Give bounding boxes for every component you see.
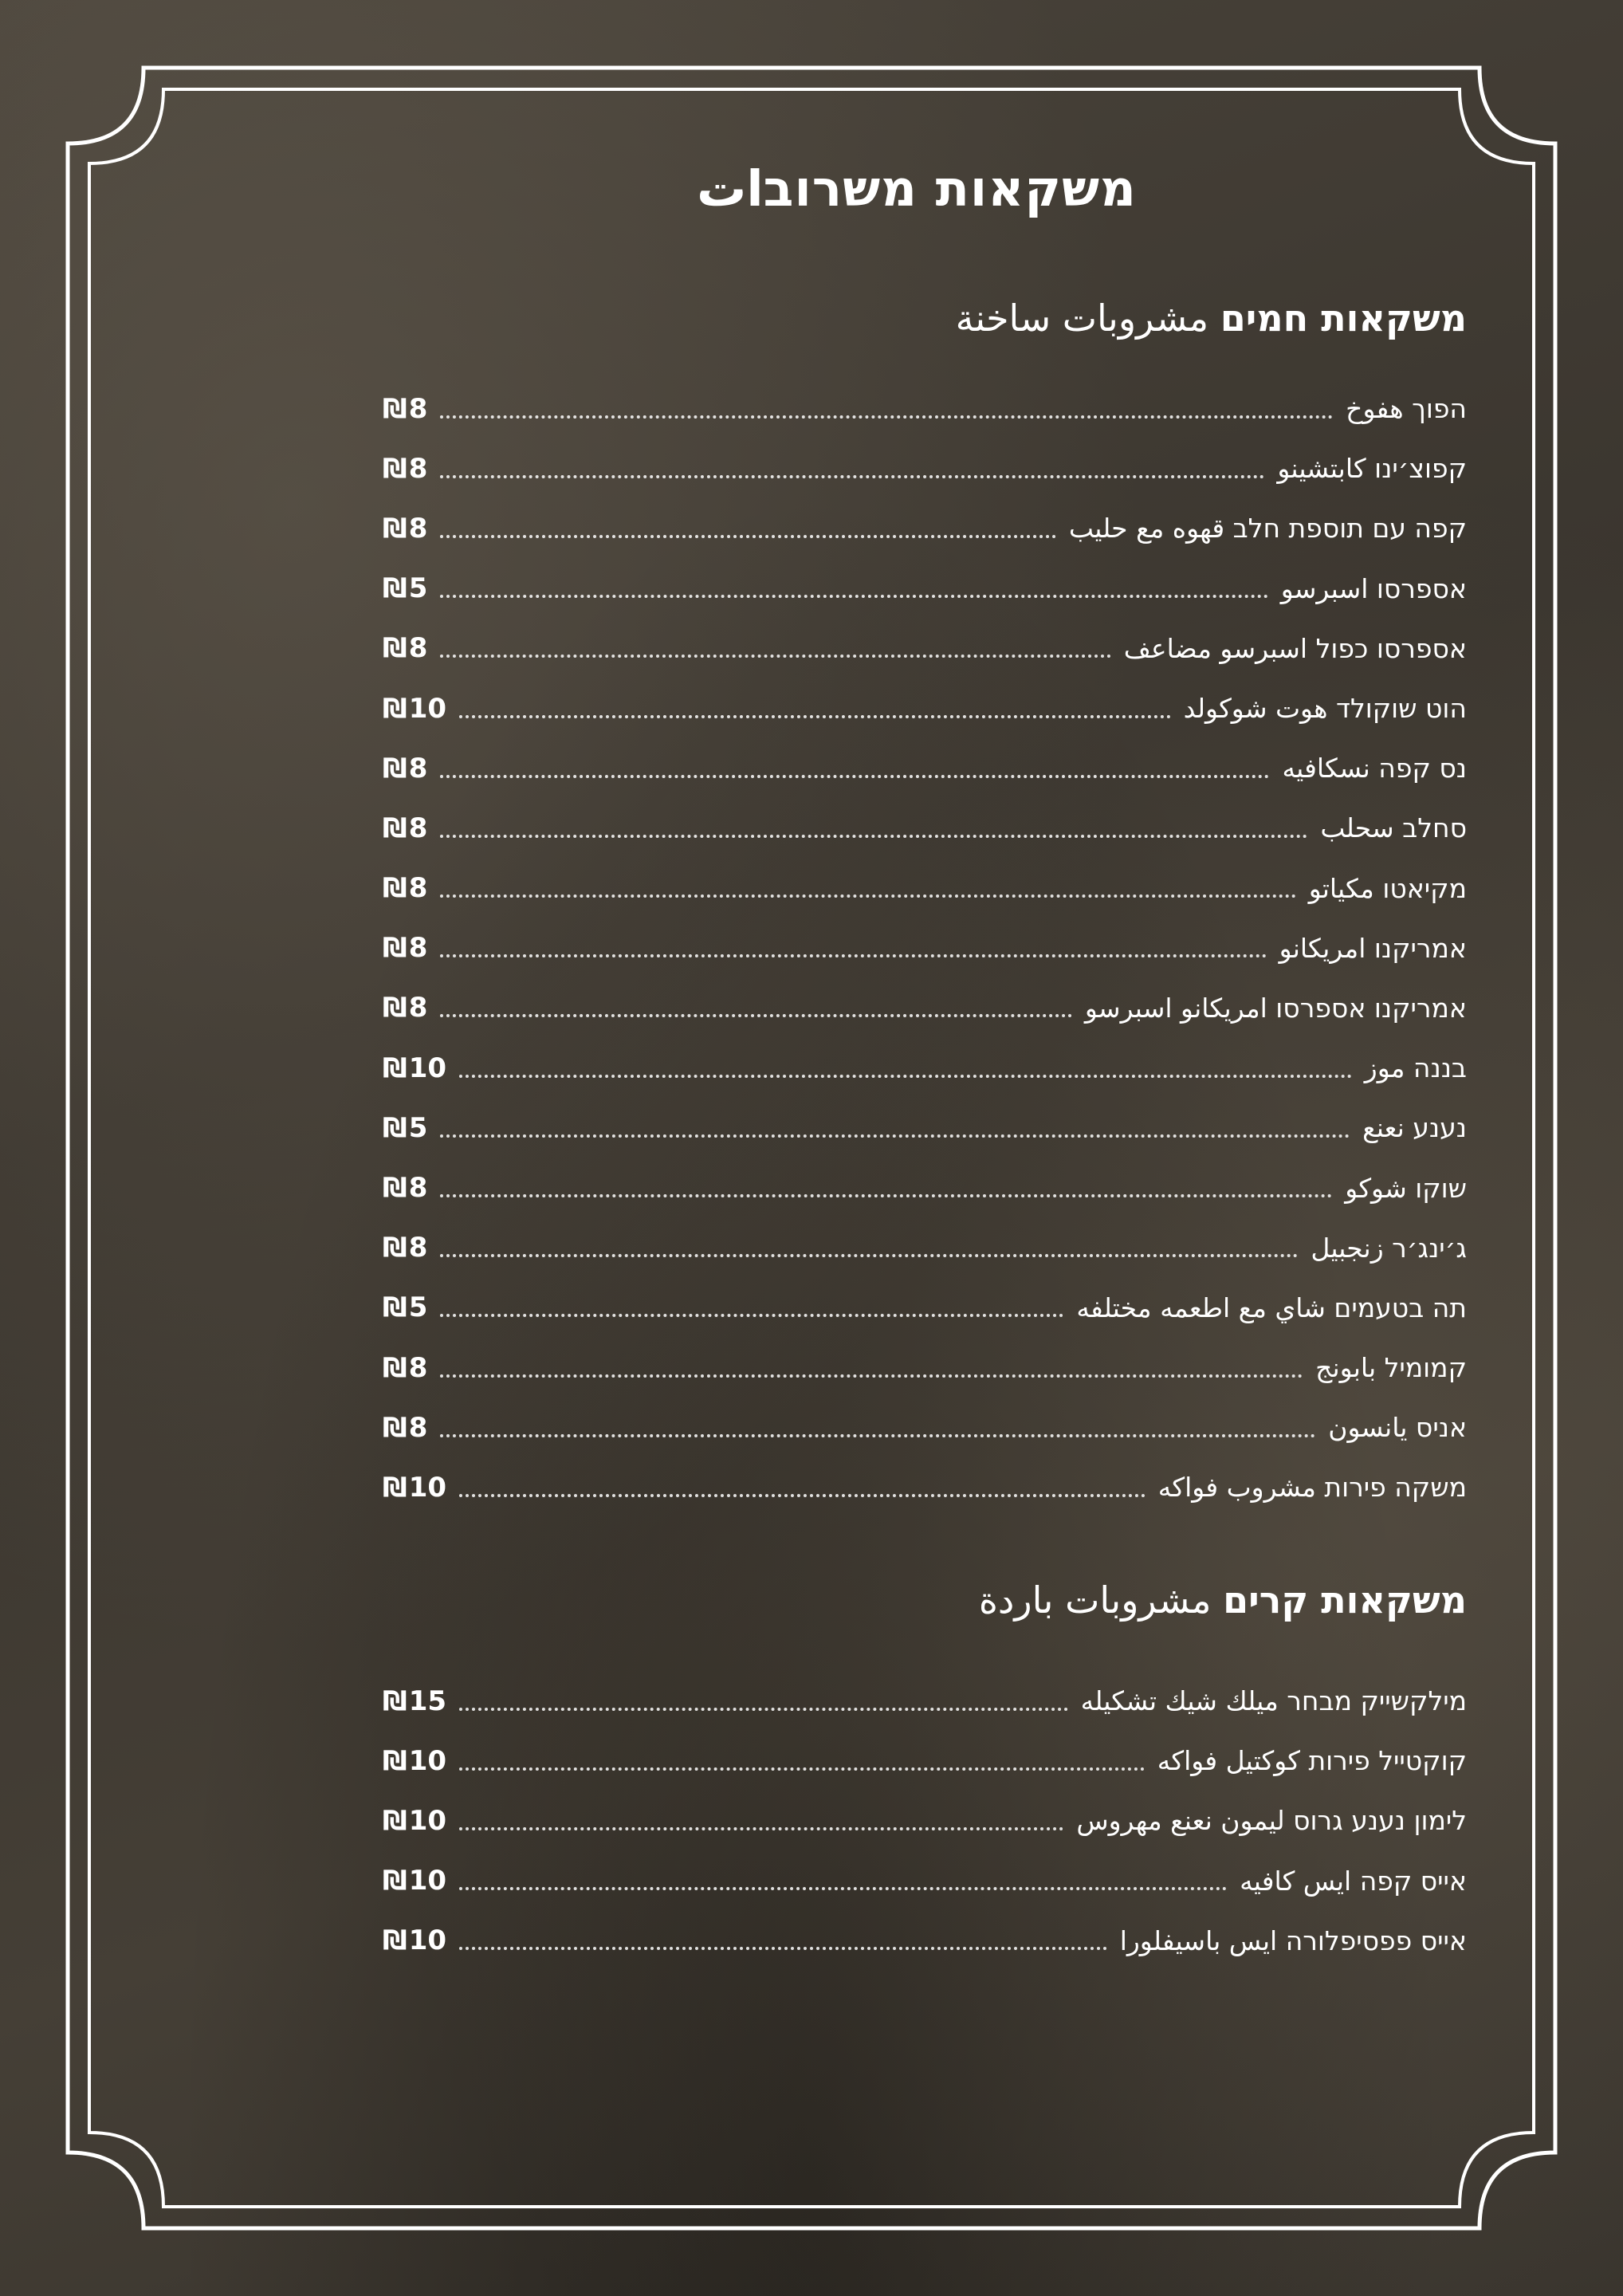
dot-leader [459,1767,1145,1771]
item-name: נענע نعنع [1362,1112,1467,1144]
item-name: ג׳ינג׳ר زنجبيل [1311,1232,1467,1264]
dot-leader [440,475,1264,478]
item-price [383,992,427,1024]
shekel-icon: ₪ [383,872,407,905]
dot-leader [440,894,1295,898]
menu-item [383,1911,1467,1971]
shekel-icon: ₪ [383,512,407,545]
menu-item [383,1671,1467,1731]
dot-leader [440,775,1269,778]
cold-drinks-section-title [383,1578,1467,1622]
price-value: 10 [408,1865,447,1897]
dot-leader [440,655,1110,658]
dot-leader [440,954,1266,957]
price-value: 10 [408,1804,447,1837]
price-value: 5 [408,1111,428,1144]
menu-item [383,859,1467,918]
item-name: לימון נענע גרוס ليمون نعنع مهروس [1076,1805,1467,1837]
price-value: 8 [408,452,428,485]
menu-item [383,1338,1467,1398]
item-name: משקה פירות مشروب فواكه [1157,1472,1467,1504]
item-name: תה בטעמים شاي مع اطعمه مختلفه [1076,1292,1467,1323]
shekel-icon: ₪ [383,1865,407,1897]
item-price [383,632,427,664]
price-value: 8 [408,632,428,665]
menu-item [383,498,1467,558]
item-price [383,693,446,725]
shekel-icon: ₪ [383,1744,407,1777]
item-price [383,753,427,784]
item-name: אייס קפה ايس كافيه [1240,1865,1467,1897]
price-value: 10 [408,692,447,725]
item-price [383,1685,446,1717]
price-value: 8 [408,1351,428,1384]
dot-leader [440,1314,1063,1317]
dot-leader [459,1827,1063,1830]
dot-leader [440,1254,1298,1257]
hot-drinks-section-title [383,297,1467,340]
item-price [383,932,427,964]
item-price [383,1745,446,1777]
price-value: 10 [408,1744,447,1777]
section-title-arabic: مشروبات ساخنة [955,297,1209,340]
shekel-icon: ₪ [383,752,407,784]
menu-item [383,1038,1467,1098]
item-name: הפוך هفوخ [1346,393,1467,425]
section-title-hebrew: משקאות קרים [1223,1578,1467,1622]
shekel-icon: ₪ [383,1804,407,1837]
menu-item [383,1731,1467,1791]
item-price [383,1052,446,1084]
dot-leader [459,1075,1352,1078]
menu-item [383,1398,1467,1457]
shekel-icon: ₪ [383,1052,407,1084]
price-value: 10 [408,1052,447,1084]
dot-leader [440,1374,1303,1378]
item-name: קוקטייל פירות كوكتيل فواكه [1157,1745,1467,1777]
item-name: שוקו شوكو [1345,1172,1467,1204]
item-price [383,393,427,425]
menu-title: משקאות משרובات [697,159,1137,218]
shekel-icon: ₪ [383,932,407,965]
price-value: 8 [408,1172,428,1205]
item-name: אייס פפסיפלורה ايس باسيفلورا [1119,1924,1467,1956]
price-value: 10 [408,1924,447,1957]
item-name: קפה עם תוספת חלב قهوه مع حليب [1068,513,1467,545]
hot-drinks-list [383,379,1467,1518]
item-name: נס קפה نسكافيه [1282,753,1467,784]
item-price [383,1232,427,1264]
price-value: 8 [408,992,428,1024]
menu-item [383,1791,1467,1850]
menu-item [383,619,1467,678]
dot-leader [440,1014,1071,1017]
item-name: אמריקנו אספרסו امريكانو اسبرسو [1084,992,1467,1024]
shekel-icon: ₪ [383,572,407,605]
cold-drinks-list [383,1671,1467,1971]
shekel-icon: ₪ [383,1351,407,1384]
shekel-icon: ₪ [383,1924,407,1957]
item-price [383,1172,427,1204]
shekel-icon: ₪ [383,392,407,425]
price-value: 5 [408,572,428,605]
item-name: אניס يانسون [1328,1412,1467,1444]
price-value: 8 [408,1411,428,1444]
item-name: אמריקנו امريكانو [1279,932,1467,964]
item-name: אספרסו اسبرسو [1280,572,1467,604]
shekel-icon: ₪ [383,1471,407,1504]
dot-leader [459,1494,1146,1497]
menu-item [383,1098,1467,1158]
dot-leader [440,835,1307,838]
menu-item [383,379,1467,438]
shekel-icon: ₪ [383,692,407,725]
item-price [383,1924,446,1956]
shekel-icon: ₪ [383,1111,407,1144]
menu-item [383,1278,1467,1338]
price-value: 8 [408,392,428,425]
item-name: אספרסו כפול اسبرسو مضاعف [1123,632,1467,664]
dot-leader [459,1887,1227,1890]
price-value: 8 [408,1232,428,1264]
dot-leader [440,1434,1315,1437]
shekel-icon: ₪ [383,812,407,844]
item-price [383,453,427,485]
price-value: 8 [408,752,428,784]
dot-leader [459,715,1171,718]
item-name: בננה موز [1364,1052,1467,1084]
item-price [383,1292,427,1323]
menu-item [383,559,1467,619]
menu-item [383,1158,1467,1217]
item-name: קפוצ׳ינו كابتشينو [1277,453,1467,485]
item-price [383,1805,446,1837]
dot-leader [440,595,1267,598]
shekel-icon: ₪ [383,632,407,665]
menu-item [383,678,1467,738]
price-value: 15 [408,1685,447,1717]
shekel-icon: ₪ [383,1411,407,1444]
item-name: מקיאטו مكياتو [1308,872,1467,904]
item-price [383,513,427,545]
menu-item [383,738,1467,798]
dot-leader [440,1194,1332,1197]
dot-leader [459,1947,1107,1950]
shekel-icon: ₪ [383,1172,407,1205]
dot-leader [440,415,1333,419]
dot-leader [440,535,1055,538]
dot-leader [459,1708,1068,1711]
price-value: 8 [408,812,428,844]
item-price [383,1352,427,1384]
menu-item [383,438,1467,498]
price-value: 8 [408,512,428,545]
item-name: הוט שוקולד هوت شوكولد [1183,693,1467,725]
item-price [383,872,427,904]
menu-item [383,918,1467,978]
item-name: קמומיל بابونج [1315,1352,1467,1384]
shekel-icon: ₪ [383,992,407,1024]
shekel-icon: ₪ [383,1232,407,1264]
dot-leader [440,1134,1350,1138]
price-value: 8 [408,932,428,965]
item-price [383,572,427,604]
price-value: 5 [408,1292,428,1324]
menu-item [383,798,1467,858]
shekel-icon: ₪ [383,1685,407,1717]
section-title-arabic: مشروبات باردة [978,1578,1212,1622]
menu-item [383,1457,1467,1517]
menu-item [383,1218,1467,1278]
menu-item [383,978,1467,1038]
price-value: 10 [408,1471,447,1504]
item-name: סחלב سحلب [1320,812,1467,844]
item-price [383,1112,427,1144]
menu-item [383,1851,1467,1911]
shekel-icon: ₪ [383,1292,407,1324]
item-price [383,812,427,844]
item-price [383,1412,427,1444]
price-value: 8 [408,872,428,905]
section-title-hebrew: משקאות חמים [1220,297,1467,340]
drinks-menu [383,0,1467,2296]
shekel-icon: ₪ [383,452,407,485]
item-price [383,1472,446,1504]
item-price [383,1865,446,1897]
item-name: מילקשייק מבחר ميلك شيك تشكيله [1080,1685,1467,1717]
